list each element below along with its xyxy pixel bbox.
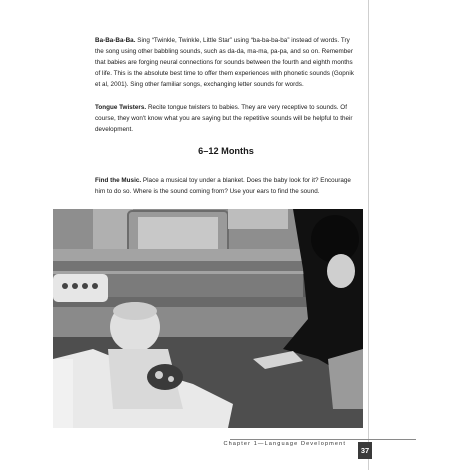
paragraph-lead: Tongue Twisters. [95,104,147,111]
footer-rule [230,439,416,440]
paragraph-tongue-twisters [95,103,357,136]
photo-illustration [53,209,363,428]
page-number: 37 [358,442,372,459]
photo-baby-playing [53,209,363,428]
paragraph-lead: Find the Music. [95,177,142,184]
paragraph-ba-ba-ba-ba [95,36,357,91]
margin-rule [368,0,369,470]
paragraph-text: Place a musical toy under a blanket. Does the baby look for it? Encourage him to do so. Where is the sound coming from? Use your ears to find the sound. [95,177,351,195]
running-footer: Chapter 1—Language Development [223,441,346,447]
paragraph-lead: Ba-Ba-Ba-Ba. [95,37,136,44]
paragraph-find-the-music [95,176,357,198]
section-heading: 6–12 Months [198,146,254,156]
paragraph-text: Sing “Twinkle, Twinkle, Little Star” using “ba-ba-ba-ba” instead of words. Try the song using other babbling sounds, such as da-da, ma-ma, pa-pa, and so on. Remember that babies are forging neural connections for sounds between the fourth and eighth months of life. This is the absolute best time to offer them experiences with phonetic sounds (Gopnik et al, 2001). Sing other familiar songs, exchanging letter sounds for words. [95,37,354,88]
paragraph-text: Recite tongue twisters to babies. They are very receptive to sounds. Of course, they won't know what you are saying but the repetitive sounds will be helpful to their development. [95,104,353,133]
